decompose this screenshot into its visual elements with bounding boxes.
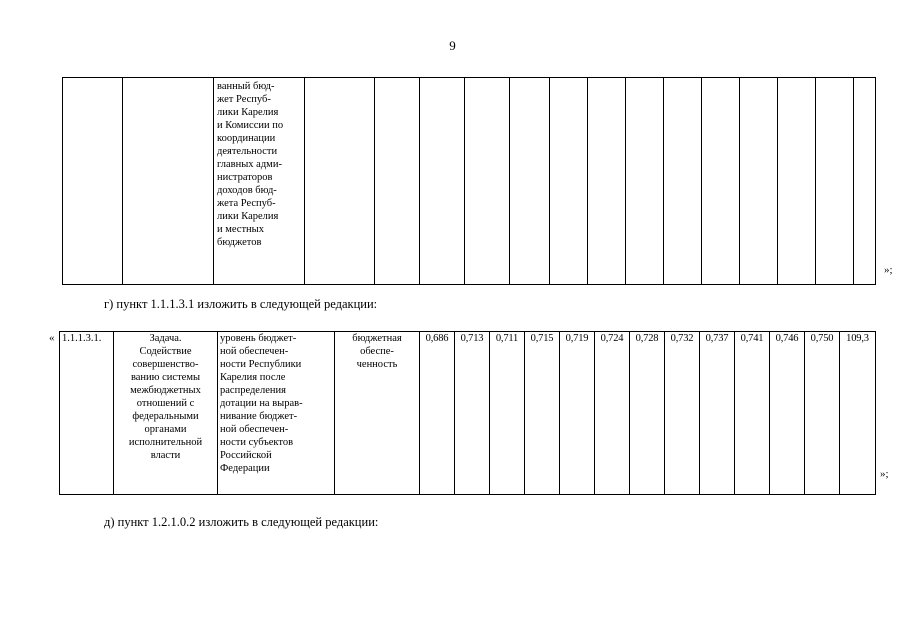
value-cell: 0,750 bbox=[805, 332, 840, 495]
cell-line: ности субъектов bbox=[220, 437, 294, 448]
table-cell bbox=[854, 78, 876, 285]
table-cell bbox=[664, 78, 702, 285]
organization-text-cell bbox=[214, 78, 305, 285]
table-cell bbox=[63, 78, 123, 285]
value-cell: 0,737 bbox=[700, 332, 735, 495]
value-cell: 0,728 bbox=[630, 332, 665, 495]
value-cell: 0,741 bbox=[735, 332, 770, 495]
task-cell bbox=[114, 332, 218, 495]
value-cell: 0,686 bbox=[420, 332, 455, 495]
page-number: 9 bbox=[449, 38, 456, 53]
value-cell: 0,711 bbox=[490, 332, 525, 495]
cell-line: Карелия после bbox=[220, 372, 286, 383]
cell-line: нистраторов bbox=[217, 172, 273, 183]
indicator-cell bbox=[218, 332, 335, 495]
cell-line: лики Карелия bbox=[217, 107, 279, 118]
cell-line: федеральными bbox=[132, 411, 199, 422]
table-cell bbox=[123, 78, 214, 285]
cell-line: ной обеспечен- bbox=[220, 424, 289, 435]
table-cell bbox=[588, 78, 626, 285]
value-cell: 0,715 bbox=[525, 332, 560, 495]
table-cell bbox=[816, 78, 854, 285]
cell-line: и местных bbox=[217, 224, 264, 235]
unit-cell bbox=[335, 332, 420, 495]
table-cell bbox=[305, 78, 375, 285]
cell-line: лики Карелия bbox=[217, 211, 279, 222]
table-continuation bbox=[62, 77, 876, 285]
value-cell: 109,3 bbox=[840, 332, 876, 495]
cell-line: главных адми- bbox=[217, 159, 282, 170]
value-cell: 0,746 bbox=[770, 332, 805, 495]
cell-line: ванный бюд- bbox=[217, 81, 275, 92]
cell-line: обеспе- bbox=[360, 346, 394, 357]
cell-line: бюджетная bbox=[352, 333, 402, 344]
paragraph-g: г) пункт 1.1.1.3.1 изложить в следующей редакции: bbox=[104, 297, 378, 311]
closing-quote-mark: »; bbox=[880, 468, 889, 480]
table-cell bbox=[740, 78, 778, 285]
cell-line: распределения bbox=[220, 385, 286, 396]
paragraph-d: д) пункт 1.2.1.0.2 изложить в следующей редакции: bbox=[104, 515, 379, 529]
cell-line: исполнительной bbox=[128, 437, 203, 448]
cell-line: дотации на вырав- bbox=[220, 398, 303, 409]
table-row bbox=[60, 332, 876, 495]
cell-line: жет Респуб- bbox=[217, 94, 271, 105]
table-cell bbox=[465, 78, 510, 285]
cell-line: Российской bbox=[220, 450, 272, 461]
cell-line: власти bbox=[150, 450, 181, 461]
cell-line: нивание бюджет- bbox=[220, 411, 298, 422]
table-cell bbox=[550, 78, 588, 285]
opening-quote-mark: « bbox=[49, 332, 55, 344]
cell-line: ванию системы bbox=[130, 372, 201, 383]
cell-line: Содействие bbox=[139, 346, 192, 357]
table-cell bbox=[778, 78, 816, 285]
cell-line: координации bbox=[217, 133, 276, 144]
cell-line: Федерации bbox=[220, 463, 270, 474]
cell-line: уровень бюджет- bbox=[220, 333, 297, 344]
value-cell: 0,713 bbox=[455, 332, 490, 495]
value-cell: 0,724 bbox=[595, 332, 630, 495]
item-code-cell: 1.1.1.3.1. bbox=[60, 332, 114, 495]
cell-line: бюджетов bbox=[217, 237, 262, 248]
table-item-1-1-1-3-1 bbox=[59, 331, 876, 495]
value-cell: 0,719 bbox=[560, 332, 595, 495]
table-cell bbox=[510, 78, 550, 285]
cell-line: совершенство- bbox=[132, 359, 199, 370]
cell-line: ной обеспечен- bbox=[220, 346, 289, 357]
cell-line: отношений с bbox=[136, 398, 195, 409]
cell-line: органами bbox=[144, 424, 187, 435]
table-cell bbox=[375, 78, 420, 285]
cell-line: межбюджетных bbox=[130, 385, 201, 396]
table-cell bbox=[626, 78, 664, 285]
table-cell bbox=[702, 78, 740, 285]
cell-line: доходов бюд- bbox=[217, 185, 277, 196]
table-row bbox=[63, 78, 876, 285]
cell-line: и Комиссии по bbox=[217, 120, 284, 131]
cell-line: жета Респуб- bbox=[217, 198, 276, 209]
cell-line: ченность bbox=[356, 359, 398, 370]
cell-line: деятельности bbox=[217, 146, 278, 157]
closing-quote-mark: »; bbox=[884, 264, 893, 276]
value-cell: 0,732 bbox=[665, 332, 700, 495]
cell-line: ности Республики bbox=[220, 359, 302, 370]
table-cell bbox=[420, 78, 465, 285]
cell-line: Задача. bbox=[149, 333, 182, 344]
